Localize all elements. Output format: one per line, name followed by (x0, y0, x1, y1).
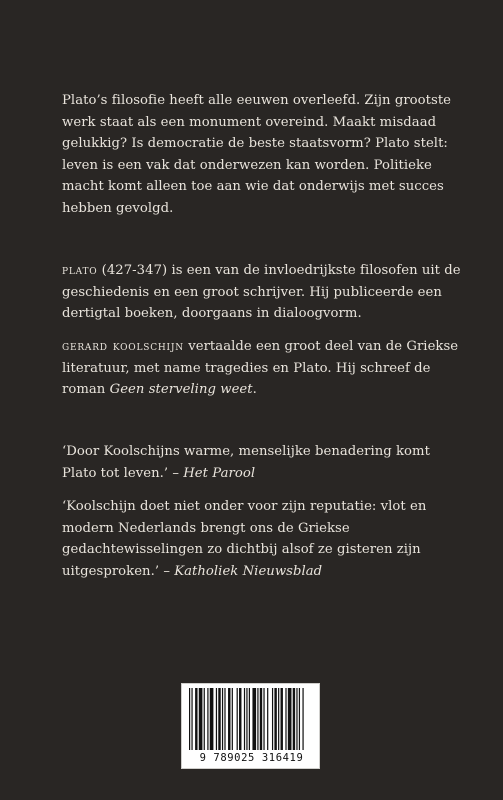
barcode-bar (244, 688, 245, 750)
barcode-bar (288, 688, 292, 750)
barcode-bar (207, 688, 208, 750)
barcode-bar (246, 688, 247, 750)
barcode-digits: 9 789025 316419 (199, 752, 304, 764)
quote-text: ‘Door Koolschijns warme, menselijke benadering komt Plato tot leven.’ – (62, 444, 430, 481)
barcode-bar (274, 688, 276, 750)
intro-paragraph (62, 90, 462, 219)
novel-title: Geen sterveling weet (109, 382, 253, 397)
review-quote (62, 441, 462, 484)
barcode-bar (296, 688, 297, 750)
barcode-bar (224, 688, 225, 750)
barcode-bar (293, 688, 295, 750)
quote-source: Het Parool (183, 465, 256, 481)
intro-text: Plato’s filosofie heeft alle eeuwen overleefd. Zijn grootste werk staat als een monument overeind. Maakt misdaad gelukkig? Is democratie de beste staatsvorm? Plato stelt: leven is een vak dat onderwezen kan worden. Politieke macht komt alleen toe aan wie dat onderwijs met succes hebben gevolgd. (62, 93, 452, 216)
barcode-bars (188, 688, 315, 750)
barcode-bar (204, 688, 205, 750)
barcode-bar (267, 688, 268, 750)
quote-source: Katholiek Nieuwsblad (174, 563, 323, 579)
barcode-bar (302, 688, 303, 750)
barcode-bar (257, 688, 258, 750)
quote-text: ‘Koolschijn doet niet onder voor zijn reputatie: vlot en modern Nederlands brengt ons de Griekse gedachtewisselingen zo dichtbij alsof ze gisteren zijn uitgesproken.’ – (62, 499, 427, 579)
barcode-bar (222, 688, 223, 750)
author-name: plato (62, 263, 98, 278)
barcode-bar (232, 688, 233, 750)
translator-bio (62, 336, 462, 401)
translator-name: gerard koolschijn (62, 339, 184, 354)
barcode-bar (249, 688, 250, 750)
barcode-bar (299, 688, 300, 750)
barcode-bar (285, 688, 286, 750)
barcode-bar (195, 688, 197, 750)
review-quote (62, 496, 462, 582)
barcode-bar (191, 688, 192, 750)
barcode-bar (189, 688, 190, 750)
barcode-bar (237, 688, 238, 750)
barcode-bar (278, 688, 279, 750)
barcode-bar (218, 688, 220, 750)
barcode (181, 683, 320, 769)
barcode-bar (228, 688, 230, 750)
barcode-bar (199, 688, 203, 750)
barcode-bar (239, 688, 241, 750)
translator-bio-text: vertaalde een groot deel van de Griekse literatuur, met name tragedies en Plato. Hij schreef de roman (62, 339, 459, 397)
author-bio (62, 260, 462, 325)
barcode-bar (210, 688, 214, 750)
barcode-bar (252, 688, 256, 750)
barcode-bar (281, 688, 283, 750)
barcode-bar (272, 688, 273, 750)
barcode-bar (263, 688, 264, 750)
barcode-bar (260, 688, 262, 750)
barcode-bar (216, 688, 217, 750)
translator-bio-end: . (252, 382, 257, 397)
author-bio-text: (427-347) is een van de invloedrijkste filosofen uit de geschiedenis en een groot schrijver. Hij publiceerde een dertigtal boeken, doorgaans in dialoogvorm. (62, 263, 461, 321)
